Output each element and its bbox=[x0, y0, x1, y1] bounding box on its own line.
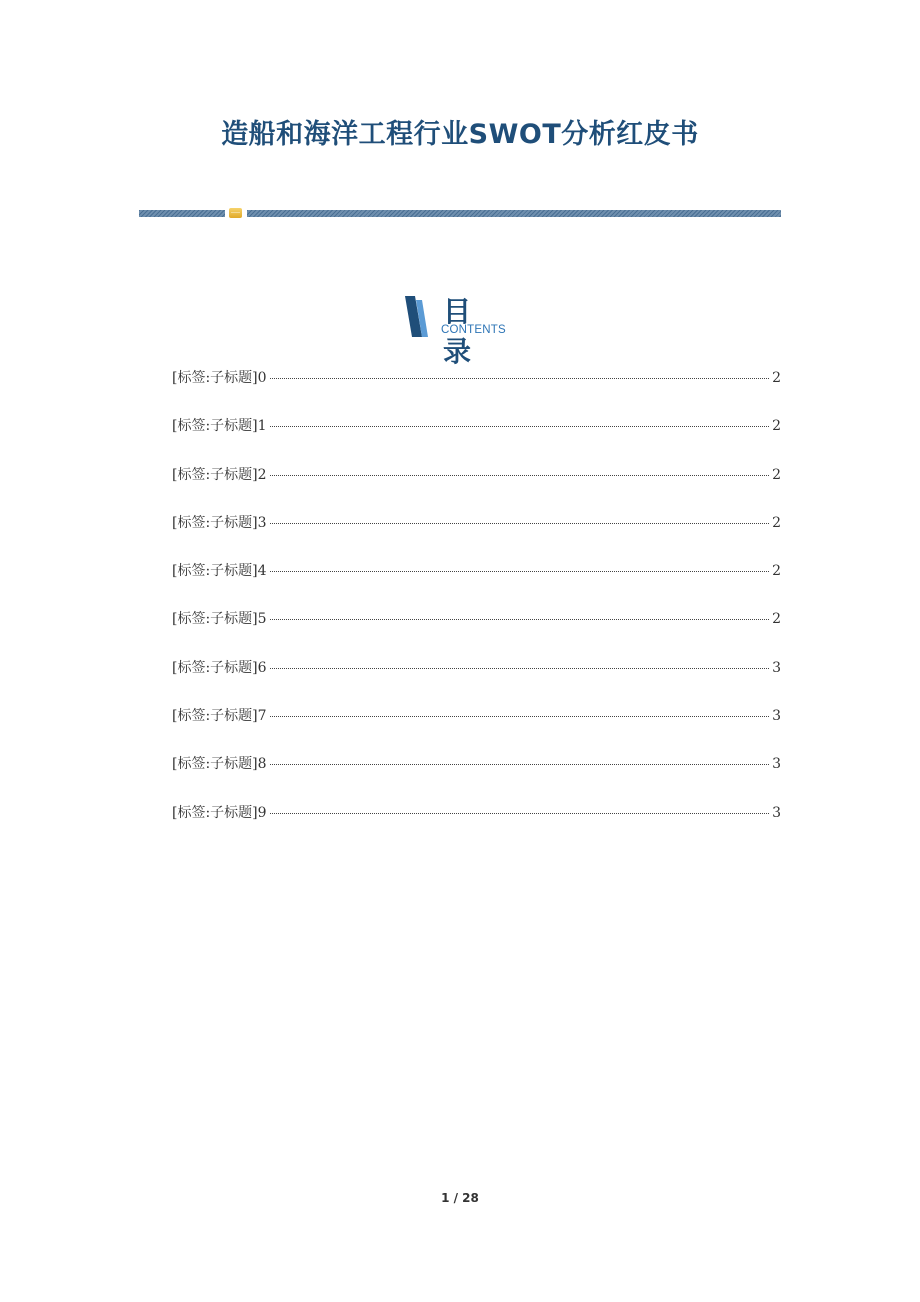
toc-leader-dots bbox=[270, 523, 770, 524]
toc-entry-page: 2 bbox=[772, 563, 781, 580]
toc-entry[interactable] bbox=[172, 512, 781, 560]
toc-leader-dots bbox=[270, 426, 770, 427]
toc-entry-label: [标签:子标题]6 bbox=[172, 659, 267, 676]
toc-leader-dots bbox=[270, 571, 770, 572]
title-divider bbox=[139, 208, 781, 218]
document-title: 造船和海洋工程行业SWOT分析红皮书 bbox=[221, 119, 699, 150]
toc-entry-label: [标签:子标题]1 bbox=[172, 418, 267, 435]
toc-entry-label: [标签:子标题]3 bbox=[172, 514, 267, 531]
toc-entry[interactable] bbox=[172, 705, 781, 753]
toc-entry-page: 3 bbox=[772, 708, 781, 725]
divider-bar-left bbox=[139, 210, 225, 217]
toc-entry-page: 2 bbox=[772, 514, 781, 531]
divider-ornament-icon bbox=[229, 208, 242, 218]
toc-entry-label: [标签:子标题]4 bbox=[172, 563, 267, 580]
toc-leader-dots bbox=[270, 813, 770, 814]
toc-entry-page: 3 bbox=[772, 804, 781, 821]
toc-entry[interactable] bbox=[172, 608, 781, 656]
toc-entry-label: [标签:子标题]9 bbox=[172, 804, 267, 821]
toc-heading-cn: 目 录 bbox=[443, 295, 480, 368]
toc-entry-page: 2 bbox=[772, 418, 781, 435]
divider-bar-right bbox=[247, 210, 781, 217]
toc-entry-page: 2 bbox=[772, 466, 781, 483]
toc-leader-dots bbox=[270, 619, 770, 620]
toc-entry-page: 2 bbox=[772, 370, 781, 386]
toc-bookmark-icon bbox=[405, 296, 429, 337]
toc-leader-dots bbox=[270, 716, 770, 717]
toc-entry-page: 3 bbox=[772, 659, 781, 676]
toc-entry[interactable] bbox=[172, 753, 781, 801]
toc-entry[interactable] bbox=[172, 464, 781, 512]
toc-entry-label: [标签:子标题]8 bbox=[172, 756, 267, 773]
toc-entry-page: 3 bbox=[772, 756, 781, 773]
toc-heading-en: CONTENTS bbox=[441, 324, 506, 336]
toc-list bbox=[172, 367, 781, 850]
toc-entry-page: 2 bbox=[772, 611, 781, 628]
toc-entry[interactable] bbox=[172, 415, 781, 463]
toc-header bbox=[405, 294, 525, 368]
page-number: 1 / 28 bbox=[441, 1191, 479, 1205]
toc-entry[interactable] bbox=[172, 560, 781, 608]
toc-entry-label: [标签:子标题]0 bbox=[172, 370, 267, 386]
toc-entry-label: [标签:子标题]5 bbox=[172, 611, 267, 628]
toc-leader-dots bbox=[270, 378, 770, 379]
toc-entry[interactable] bbox=[172, 367, 781, 415]
toc-entry-label: [标签:子标题]7 bbox=[172, 708, 267, 725]
toc-leader-dots bbox=[270, 475, 770, 476]
toc-entry[interactable] bbox=[172, 802, 781, 850]
toc-entry-label: [标签:子标题]2 bbox=[172, 466, 267, 483]
toc-leader-dots bbox=[270, 668, 770, 669]
toc-leader-dots bbox=[270, 764, 770, 765]
toc-entry[interactable] bbox=[172, 657, 781, 705]
